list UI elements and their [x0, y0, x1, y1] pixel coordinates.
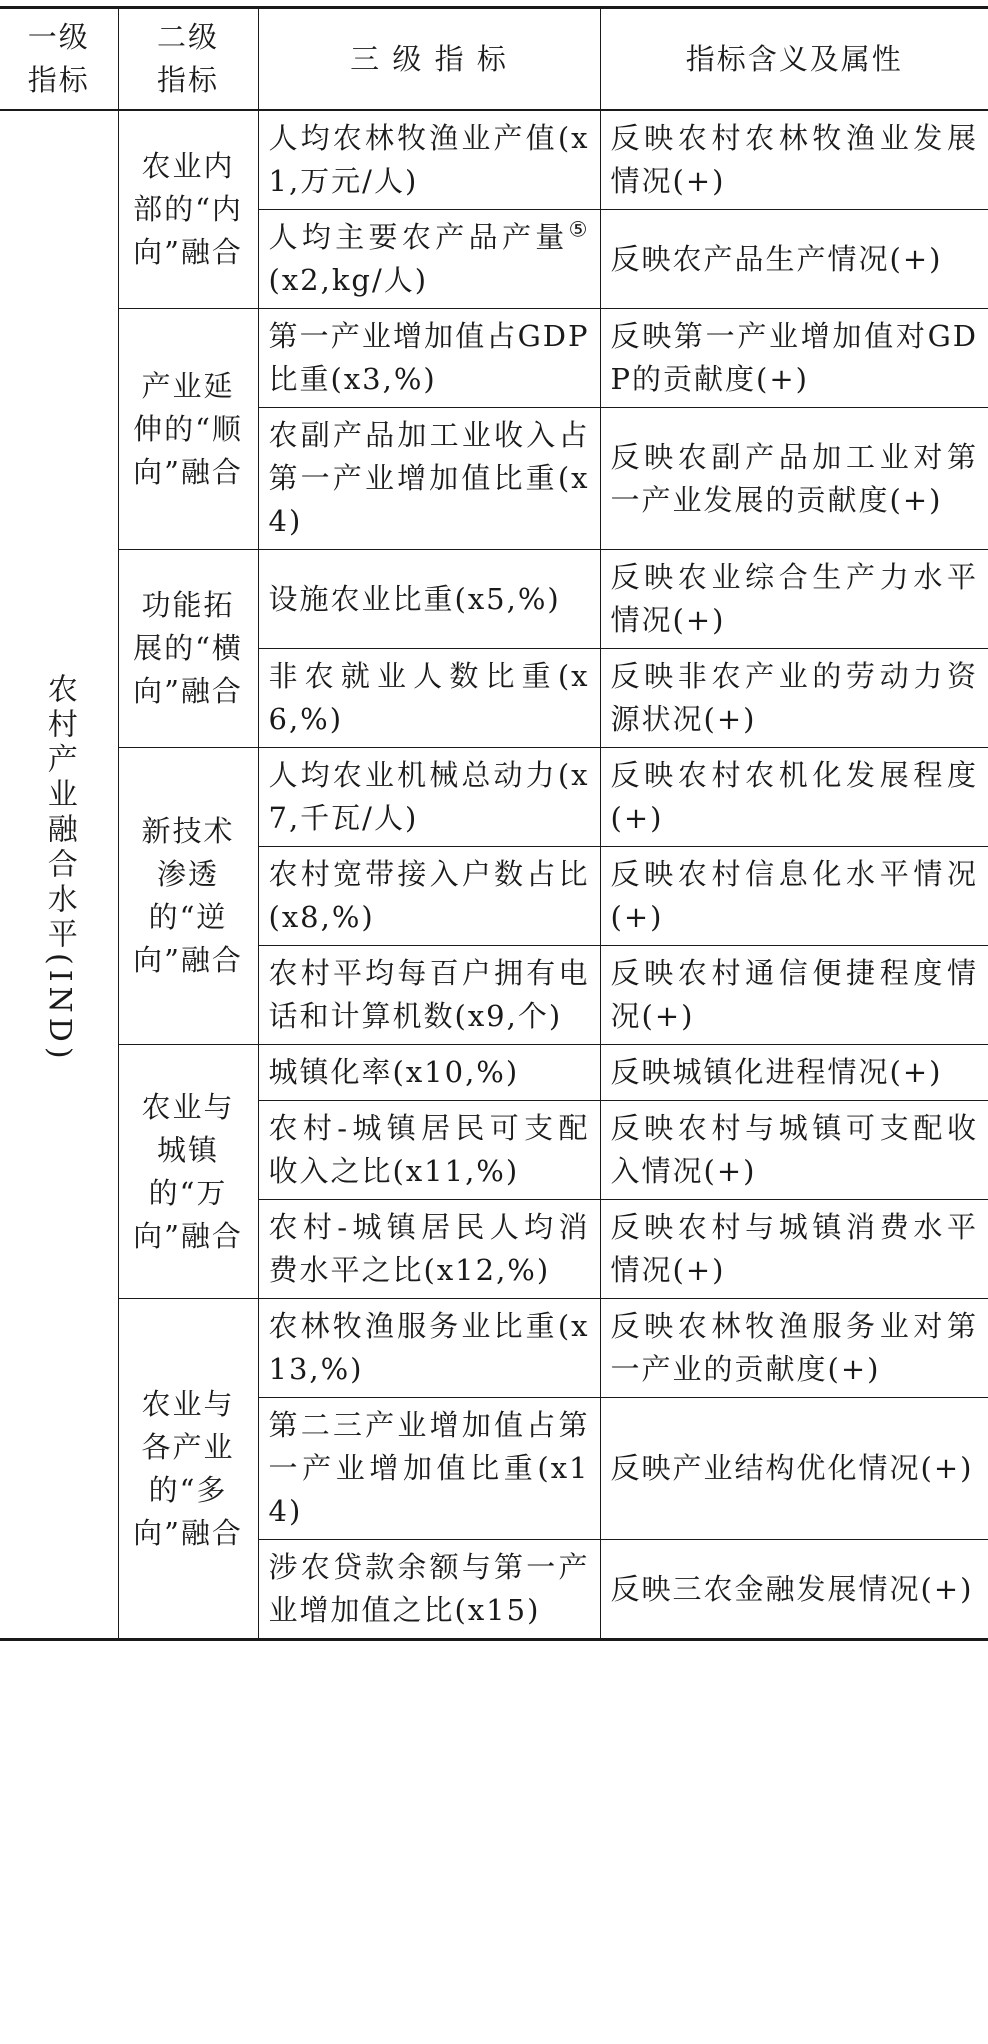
level2-indicator: 产业延伸的“顺向”融合 — [118, 309, 258, 550]
level3-indicator: 设施农业比重(x5,%) — [258, 550, 600, 649]
level2-indicator: 农业与城镇的“万向”融合 — [118, 1045, 258, 1299]
indicator-meaning: 反映农村与城镇消费水平情况(+) — [600, 1200, 988, 1299]
indicator-meaning: 反映城镇化进程情况(+) — [600, 1045, 988, 1101]
level3-indicator: 非农就业人数比重(x6,%) — [258, 649, 600, 748]
indicator-meaning: 反映农林牧渔服务业对第一产业的贡献度(+) — [600, 1299, 988, 1398]
level3-indicator: 人均农林牧渔业产值(x1,万元/人) — [258, 110, 600, 210]
header-level3: 三 级 指 标 — [258, 8, 600, 111]
level3-indicator: 人均农业机械总动力(x7,千瓦/人) — [258, 748, 600, 847]
indicator-meaning: 反映农村与城镇可支配收入情况(+) — [600, 1101, 988, 1200]
header-level1: 一级指标 — [0, 8, 118, 111]
header-level2: 二级指标 — [118, 8, 258, 111]
indicator-meaning: 反映非农产业的劳动力资源状况(+) — [600, 649, 988, 748]
level3-indicator: 农村-城镇居民可支配收入之比(x11,%) — [258, 1101, 600, 1200]
header-meaning: 指标含义及属性 — [600, 8, 988, 111]
level3-indicator: 农村-城镇居民人均消费水平之比(x12,%) — [258, 1200, 600, 1299]
level3-indicator: 涉农贷款余额与第一产业增加值之比(x15) — [258, 1540, 600, 1640]
indicator-meaning: 反映农村农林牧渔业发展情况(+) — [600, 110, 988, 210]
level2-indicator: 新技术渗透的“逆向”融合 — [118, 748, 258, 1045]
table-row — [0, 309, 988, 408]
indicator-meaning: 反映产业结构优化情况(+) — [600, 1398, 988, 1540]
level3-indicator — [258, 210, 600, 309]
level1-indicator-label: 农村产业融合水平(IND) — [41, 673, 77, 1064]
table-header-row — [0, 8, 988, 111]
table-row — [0, 1299, 988, 1398]
table-row — [0, 550, 988, 649]
indicator-meaning: 反映第一产业增加值对GDP的贡献度(+) — [600, 309, 988, 408]
indicator-meaning: 反映农业综合生产力水平情况(+) — [600, 550, 988, 649]
level3-indicator: 农村宽带接入户数占比(x8,%) — [258, 847, 600, 946]
table-row — [0, 110, 988, 210]
level3-indicator: 农副产品加工业收入占第一产业增加值比重(x4) — [258, 408, 600, 550]
indicator-meaning: 反映农村信息化水平情况(+) — [600, 847, 988, 946]
indicator-meaning: 反映农村通信便捷程度情况(+) — [600, 946, 988, 1045]
level3-indicator: 第一产业增加值占GDP比重(x3,%) — [258, 309, 600, 408]
table-row — [0, 1045, 988, 1101]
level3-indicator: 农林牧渔服务业比重(x13,%) — [258, 1299, 600, 1398]
indicator-meaning: 反映农副产品加工业对第一产业发展的贡献度(+) — [600, 408, 988, 550]
level3-indicator-text: 人均主要农产品产量 — [268, 220, 569, 254]
level2-indicator: 农业内部的“内向”融合 — [118, 110, 258, 309]
level3-indicator-unit: (x2,kg/人) — [268, 263, 429, 297]
indicator-meaning: 反映三农金融发展情况(+) — [600, 1540, 988, 1640]
indicator-meaning: 反映农产品生产情况(+) — [600, 210, 988, 309]
level2-indicator: 农业与各产业的“多向”融合 — [118, 1299, 258, 1640]
indicator-meaning: 反映农村农机化发展程度(+) — [600, 748, 988, 847]
level3-indicator: 第二三产业增加值占第一产业增加值比重(x14) — [258, 1398, 600, 1540]
level1-indicator-cell — [0, 110, 118, 1640]
level3-indicator: 城镇化率(x10,%) — [258, 1045, 600, 1101]
footnote-marker: ⑤ — [568, 217, 590, 242]
table-row — [0, 748, 988, 847]
level2-indicator: 功能拓展的“横向”融合 — [118, 550, 258, 748]
level3-indicator: 农村平均每百户拥有电话和计算机数(x9,个) — [258, 946, 600, 1045]
indicator-table — [0, 6, 988, 1641]
